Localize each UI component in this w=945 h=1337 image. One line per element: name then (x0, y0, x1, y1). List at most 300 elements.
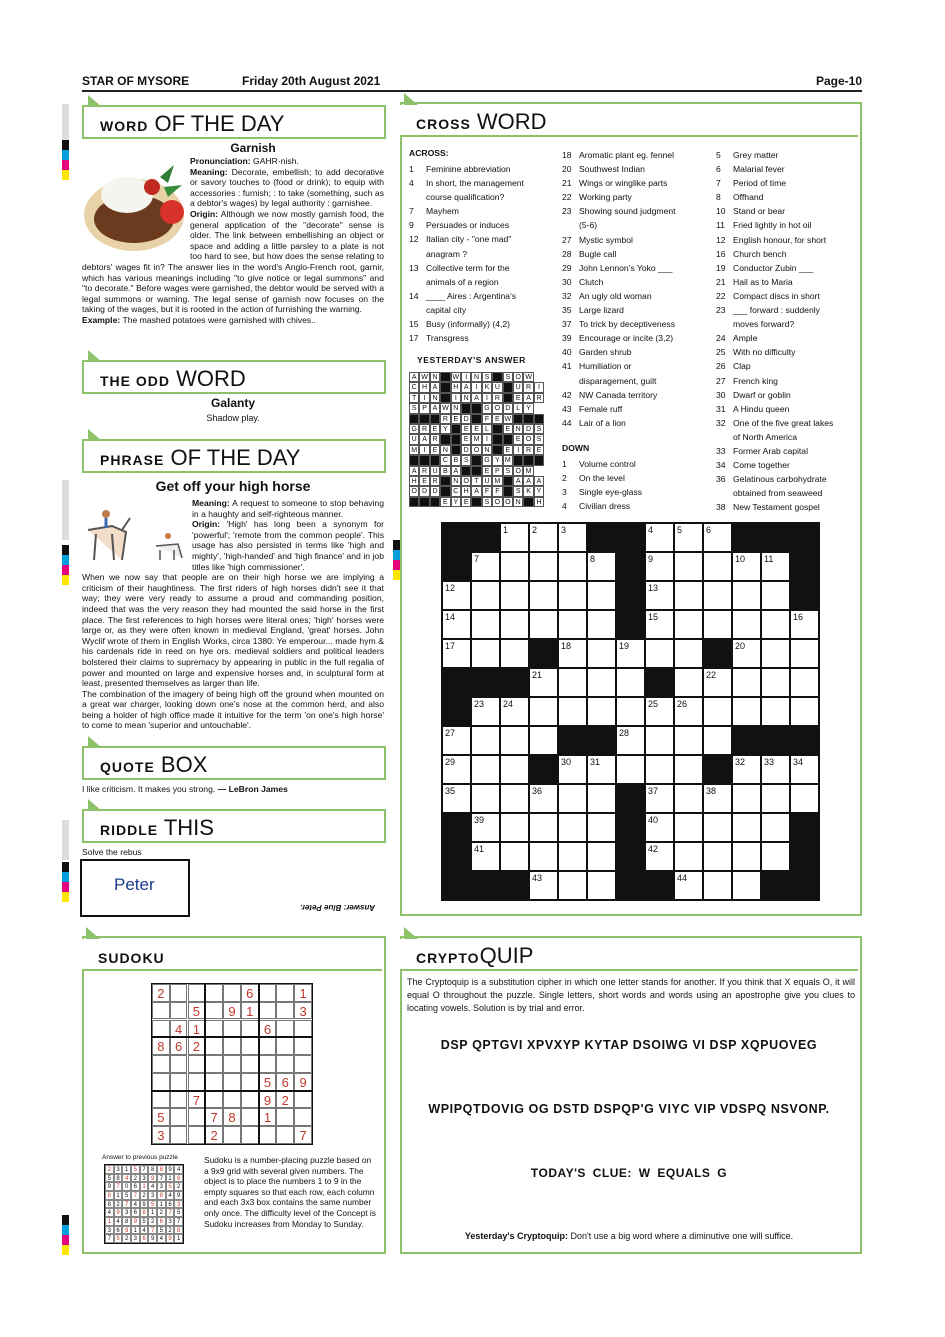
answer-digit: 3 (140, 1174, 149, 1183)
sudoku-cell[interactable] (294, 1055, 312, 1073)
cell-number: 16 (793, 612, 804, 622)
crossword-cell[interactable] (645, 523, 674, 552)
crossword-cell[interactable] (645, 813, 674, 842)
answer-cell: E (461, 434, 471, 444)
crossword-cell[interactable] (645, 697, 674, 726)
crossword-cell[interactable] (674, 726, 703, 755)
cell-number: 38 (706, 786, 717, 796)
answer-digit: 9 (166, 1234, 175, 1243)
crossword-cell[interactable] (645, 552, 674, 581)
crossword-cell[interactable] (587, 581, 616, 610)
crossword-cell[interactable] (790, 668, 819, 697)
sudoku-cell[interactable] (276, 1002, 294, 1020)
crossword-cell[interactable] (587, 755, 616, 784)
black-cell (461, 466, 471, 476)
sudoku-cell[interactable] (188, 1126, 206, 1144)
answer-cell: N (513, 424, 523, 434)
crossword-cell[interactable] (529, 668, 558, 697)
clue-item (716, 472, 833, 486)
answer-cell: R (440, 414, 450, 424)
crossword-cell[interactable] (761, 697, 790, 726)
sudoku-cell[interactable] (223, 1020, 241, 1038)
crossword-cell[interactable] (471, 639, 500, 668)
crossword-cell[interactable] (500, 784, 529, 813)
crossword-cell[interactable] (471, 726, 500, 755)
answer-cell: O (409, 486, 419, 496)
crossword-cell[interactable] (558, 639, 587, 668)
sudoku-cell[interactable] (276, 1108, 294, 1126)
crossword-cell[interactable] (616, 726, 645, 755)
crossword-cell[interactable] (500, 697, 529, 726)
sudoku-cell[interactable] (223, 1037, 241, 1055)
sudoku-cell[interactable] (170, 984, 188, 1002)
sudoku-cell[interactable] (205, 1055, 223, 1073)
crossword-cell[interactable] (471, 552, 500, 581)
clue-item (409, 317, 524, 331)
crossword-cell[interactable] (471, 697, 500, 726)
sudoku-cell: 1 (241, 1002, 259, 1020)
previous-answer-grid (104, 1164, 184, 1244)
crossword-cell[interactable] (500, 610, 529, 639)
crossword-cell[interactable] (500, 813, 529, 842)
answer-cell: H (409, 476, 419, 486)
answer-cell: E (451, 414, 461, 424)
sudoku-cell[interactable] (241, 1037, 259, 1055)
answer-cell: N (513, 497, 523, 507)
crossword-cell[interactable] (558, 610, 587, 639)
answer-digit: 8 (114, 1174, 123, 1183)
crossword-cell[interactable] (645, 755, 674, 784)
answer-cell: E (471, 424, 481, 434)
sudoku-cell[interactable] (294, 1037, 312, 1055)
sudoku-grid[interactable] (151, 983, 313, 1145)
sudoku-cell[interactable] (276, 1126, 294, 1144)
answer-digit: 4 (140, 1226, 149, 1235)
sudoku-cell: 6 (276, 1073, 294, 1091)
answer-digit: 9 (166, 1165, 175, 1174)
answer-digit: 5 (174, 1208, 183, 1217)
sudoku-cell[interactable] (223, 1055, 241, 1073)
sudoku-cell[interactable] (259, 1002, 277, 1020)
answer-digit: 7 (157, 1174, 166, 1183)
sudoku-cell[interactable] (152, 1002, 170, 1020)
answer-digit: 2 (131, 1174, 140, 1183)
crossword-cell[interactable] (558, 871, 587, 900)
clue-text: Showing sound judgment (579, 206, 676, 217)
crossword-cell[interactable] (587, 610, 616, 639)
black-cell (558, 726, 587, 755)
crossword-cell[interactable] (442, 726, 471, 755)
crossword-cell[interactable] (616, 668, 645, 697)
crossword-cell[interactable] (616, 697, 645, 726)
crossword-cell[interactable] (558, 552, 587, 581)
crossword-cell[interactable] (761, 639, 790, 668)
crossword-cell[interactable] (732, 755, 761, 784)
clue-number: 13 (409, 262, 419, 273)
crossword-cell[interactable] (529, 842, 558, 871)
section-title-small: RIDDLE (100, 822, 159, 838)
crossword-cell[interactable] (442, 755, 471, 784)
crossword-cell[interactable] (674, 842, 703, 871)
box-divider (204, 984, 206, 1144)
crossword-cell[interactable] (645, 784, 674, 813)
crossword-cell[interactable] (529, 784, 558, 813)
crossword-cell[interactable] (761, 813, 790, 842)
crossword-cell[interactable] (442, 581, 471, 610)
crossword-cell[interactable] (645, 639, 674, 668)
crossword-cell[interactable] (703, 871, 732, 900)
answer-digit: 6 (166, 1200, 175, 1209)
crossword-cell[interactable] (645, 842, 674, 871)
sudoku-cell[interactable] (241, 1055, 259, 1073)
sudoku-cell[interactable] (241, 1091, 259, 1109)
answer-cell: A (461, 382, 471, 392)
black-cell (451, 424, 461, 434)
answer-cell: A (471, 393, 481, 403)
answer-digit: 1 (131, 1226, 140, 1235)
sudoku-cell[interactable] (170, 1073, 188, 1091)
cell-number: 40 (648, 815, 659, 825)
answer-digit: 6 (114, 1226, 123, 1235)
crossword-cell[interactable] (674, 784, 703, 813)
crossword-cell[interactable] (790, 784, 819, 813)
sudoku-cell[interactable] (205, 1037, 223, 1055)
crossword-cell[interactable] (761, 581, 790, 610)
crossword-cell[interactable] (616, 639, 645, 668)
crossword-cell[interactable] (500, 842, 529, 871)
crossword-cell[interactable] (790, 610, 819, 639)
color-bar (62, 160, 69, 170)
crossword-cell[interactable] (645, 726, 674, 755)
crossword-cell[interactable] (471, 784, 500, 813)
clue-item (716, 190, 833, 204)
sudoku-cell[interactable] (170, 1055, 188, 1073)
crossword-cell[interactable] (732, 552, 761, 581)
clue-text: Gelatinous carbohydrate (733, 474, 827, 485)
crossword-cell[interactable] (645, 610, 674, 639)
clue-text: Female ruff (579, 403, 623, 414)
sudoku-cell[interactable] (188, 984, 206, 1002)
crossword-cell[interactable] (529, 813, 558, 842)
crossword-cell[interactable] (529, 726, 558, 755)
answer-cell: A (409, 466, 419, 476)
cell-number: 5 (677, 525, 683, 535)
crossword-cell[interactable] (471, 755, 500, 784)
answer-cell: R (523, 445, 533, 455)
clue-number: 32 (562, 290, 572, 301)
sudoku-cell[interactable] (241, 1073, 259, 1091)
crossword-cell[interactable] (500, 726, 529, 755)
crossword-cell[interactable] (761, 552, 790, 581)
crossword-cell[interactable] (761, 784, 790, 813)
sudoku-cell[interactable] (259, 984, 277, 1002)
crossword-cell[interactable] (645, 581, 674, 610)
cell-number: 3 (561, 525, 567, 535)
sudoku-cell[interactable] (223, 1126, 241, 1144)
clue-number: 44 (562, 417, 572, 428)
answer-digit: 9 (105, 1182, 114, 1191)
crossword-cell[interactable] (558, 813, 587, 842)
sudoku-cell[interactable] (170, 1002, 188, 1020)
crossword-cell[interactable] (587, 871, 616, 900)
answer-cell: S (503, 466, 513, 476)
color-bar (62, 882, 69, 892)
answer-cell: D (461, 445, 471, 455)
sudoku-cell[interactable] (276, 984, 294, 1002)
crossword-cell[interactable] (761, 668, 790, 697)
sudoku-cell[interactable] (152, 1020, 170, 1038)
crossword-cell[interactable] (471, 610, 500, 639)
answer-digit: 8 (105, 1191, 114, 1200)
sudoku-cell[interactable] (205, 984, 223, 1002)
clue-item (716, 458, 833, 472)
crossword-cell[interactable] (732, 871, 761, 900)
crossword-cell[interactable] (674, 813, 703, 842)
sudoku-cell[interactable] (188, 1108, 206, 1126)
answer-digit: 6 (174, 1174, 183, 1183)
sudoku-cell[interactable] (188, 1055, 206, 1073)
black-cell (471, 466, 481, 476)
answer-cell: O (513, 372, 523, 382)
crossword-cell[interactable] (674, 871, 703, 900)
sudoku-cell: 6 (170, 1037, 188, 1055)
crossword-cell[interactable] (703, 523, 732, 552)
crossword-cell[interactable] (529, 871, 558, 900)
cryptoquip-header (400, 939, 858, 971)
cell-number: 28 (619, 728, 630, 738)
clue-item (716, 500, 833, 514)
sudoku-cell[interactable] (241, 1020, 259, 1038)
crossword-cell[interactable] (558, 581, 587, 610)
crossword-cell[interactable] (703, 697, 732, 726)
sudoku-cell[interactable] (205, 1073, 223, 1091)
answer-cell: O (471, 445, 481, 455)
sudoku-cell[interactable] (170, 1126, 188, 1144)
clue-text: Period of time (733, 178, 787, 189)
box-divider (152, 1090, 312, 1092)
cryptoquip-line2: WPIPQTDOVIG OG DSTD DSPQP'G VIYC VIP VDSPQ NSVONP. (428, 1102, 830, 1116)
crossword-cell[interactable] (703, 552, 732, 581)
crossword-cell[interactable] (790, 755, 819, 784)
answer-cell: T (471, 476, 481, 486)
crossword-cell[interactable] (587, 639, 616, 668)
crossword-cell[interactable] (500, 552, 529, 581)
clue-number: 10 (716, 206, 726, 217)
sudoku-cell[interactable] (223, 1073, 241, 1091)
crossword-cell[interactable] (703, 842, 732, 871)
crossword-cell[interactable] (587, 552, 616, 581)
crossword-cell[interactable] (471, 581, 500, 610)
black-cell (471, 497, 481, 507)
clue-item (409, 331, 524, 345)
crossword-cell[interactable] (674, 639, 703, 668)
sudoku-cell[interactable] (276, 1055, 294, 1073)
crossword-cell[interactable] (790, 639, 819, 668)
down-clues-col1 (562, 457, 642, 513)
sudoku-cell[interactable] (188, 1073, 206, 1091)
clue-text: Offhand (733, 192, 764, 203)
answer-cell: S (482, 372, 492, 382)
crossword-cell[interactable] (587, 813, 616, 842)
answer-digit: 1 (114, 1191, 123, 1200)
clue-text: (5-6) (579, 220, 598, 231)
sudoku-cell[interactable] (205, 1002, 223, 1020)
answer-cell: Y (523, 403, 533, 413)
crossword-cell[interactable] (558, 755, 587, 784)
crossword-cell[interactable] (732, 784, 761, 813)
crossword-cell[interactable] (558, 784, 587, 813)
crossword-cell[interactable] (761, 755, 790, 784)
sudoku-cell[interactable] (205, 1091, 223, 1109)
crossword-cell[interactable] (471, 842, 500, 871)
crossword-cell[interactable] (616, 755, 645, 784)
sudoku-cell[interactable] (294, 1108, 312, 1126)
crossword-cell[interactable] (732, 842, 761, 871)
crossword-cell[interactable] (674, 552, 703, 581)
crossword-cell[interactable] (587, 668, 616, 697)
crossword-cell[interactable] (558, 668, 587, 697)
sudoku-cell[interactable] (205, 1020, 223, 1038)
crossword-cell[interactable] (703, 668, 732, 697)
crossword-cell[interactable] (558, 842, 587, 871)
crossword-cell[interactable] (674, 581, 703, 610)
yesterday-answer-grid (409, 372, 544, 507)
color-bar (62, 555, 69, 565)
black-cell (451, 434, 461, 444)
crossword-cell[interactable] (674, 668, 703, 697)
answer-digit: 4 (148, 1182, 157, 1191)
crossword-cell[interactable] (732, 668, 761, 697)
answer-digit: 3 (122, 1208, 131, 1217)
crossword-grid[interactable] (441, 522, 820, 901)
black-cell (409, 497, 419, 507)
sudoku-cell[interactable] (170, 1108, 188, 1126)
crossword-cell[interactable] (674, 697, 703, 726)
crossword-cell[interactable] (761, 610, 790, 639)
crossword-cell[interactable] (587, 784, 616, 813)
riddle-prompt: Solve the rebus (82, 847, 142, 857)
sudoku-cell[interactable] (259, 1126, 277, 1144)
answer-cell: I (513, 445, 523, 455)
section-title-big: QUIP (479, 943, 534, 968)
answer-cell: U (482, 476, 492, 486)
answer-digit: 2 (157, 1208, 166, 1217)
sudoku-cell[interactable] (152, 1073, 170, 1091)
crossword-cell[interactable] (500, 755, 529, 784)
sudoku-cell: 7 (188, 1091, 206, 1109)
clue-item (409, 275, 524, 289)
crossword-cell[interactable] (674, 610, 703, 639)
crossword-cell[interactable] (703, 726, 732, 755)
crossword-cell[interactable] (732, 639, 761, 668)
crossword-cell[interactable] (732, 813, 761, 842)
crossword-cell[interactable] (558, 697, 587, 726)
crossword-cell[interactable] (500, 639, 529, 668)
crossword-cell[interactable] (703, 581, 732, 610)
sudoku-cell: 8 (223, 1108, 241, 1126)
clue-text: Ample (733, 333, 758, 344)
sudoku-cell[interactable] (259, 1037, 277, 1055)
clue-item (716, 374, 833, 388)
sudoku-cell[interactable] (223, 984, 241, 1002)
crossword-cell[interactable] (732, 581, 761, 610)
cell-number: 43 (532, 873, 543, 883)
clue-text: Dwarf or goblin (733, 389, 791, 400)
clue-number: 26 (716, 361, 726, 372)
crossword-cell[interactable] (674, 755, 703, 784)
crossword-cell[interactable] (471, 813, 500, 842)
clue-text: An ugly old woman (579, 290, 652, 301)
crossword-cell[interactable] (674, 523, 703, 552)
clue-item (562, 359, 676, 373)
crossword-cell[interactable] (529, 697, 558, 726)
clue-text: John Lennon's Yoko ___ (579, 262, 673, 273)
black-cell (492, 424, 502, 434)
black-cell (503, 476, 513, 486)
clue-text: Southwest Indian (579, 164, 645, 175)
sudoku-cell[interactable] (294, 1091, 312, 1109)
sudoku-cell[interactable] (223, 1091, 241, 1109)
crossword-cell[interactable] (732, 610, 761, 639)
crossword-cell[interactable] (529, 581, 558, 610)
sudoku-cell: 2 (188, 1037, 206, 1055)
crossword-cell[interactable] (442, 784, 471, 813)
crossword-cell[interactable] (442, 639, 471, 668)
answer-cell: R (430, 434, 440, 444)
clue-item (562, 416, 676, 430)
sudoku-cell[interactable] (152, 1055, 170, 1073)
answer-digit: 2 (105, 1165, 114, 1174)
sudoku-cell[interactable] (294, 1020, 312, 1038)
crossword-cell[interactable] (703, 784, 732, 813)
sudoku-cell[interactable] (276, 1037, 294, 1055)
crossword-cell[interactable] (761, 842, 790, 871)
clue-item (562, 303, 676, 317)
crossword-cell[interactable] (732, 697, 761, 726)
crossword-cell[interactable] (442, 610, 471, 639)
crossword-cell[interactable] (703, 813, 732, 842)
sudoku-cell[interactable] (259, 1055, 277, 1073)
crossword-cell[interactable] (500, 581, 529, 610)
clue-text: Former Arab capital (733, 445, 808, 456)
clue-item (562, 345, 676, 359)
sudoku-cell[interactable] (170, 1091, 188, 1109)
crossword-cell[interactable] (529, 552, 558, 581)
sudoku-cell[interactable] (241, 1126, 259, 1144)
crossword-cell[interactable] (587, 842, 616, 871)
answer-cell: A (471, 486, 481, 496)
crossword-cell[interactable] (587, 697, 616, 726)
crossword-cell[interactable] (500, 523, 529, 552)
black-cell (616, 552, 645, 581)
answer-digit: 7 (122, 1200, 131, 1209)
answer-cell: G (482, 403, 492, 413)
sudoku-cell[interactable] (276, 1020, 294, 1038)
black-cell (492, 445, 502, 455)
crossword-cell[interactable] (703, 610, 732, 639)
crossword-cell[interactable] (529, 610, 558, 639)
answer-cell: W (452, 374, 460, 381)
crossword-cell[interactable] (529, 523, 558, 552)
crossword-cell[interactable] (790, 697, 819, 726)
crossword-cell[interactable] (558, 523, 587, 552)
answer-cell: I (471, 382, 481, 392)
black-cell (440, 372, 450, 382)
sudoku-cell[interactable] (152, 1091, 170, 1109)
cell-number: 15 (648, 612, 659, 622)
clue-text: Church bench (733, 248, 787, 259)
sudoku-cell[interactable] (241, 1108, 259, 1126)
